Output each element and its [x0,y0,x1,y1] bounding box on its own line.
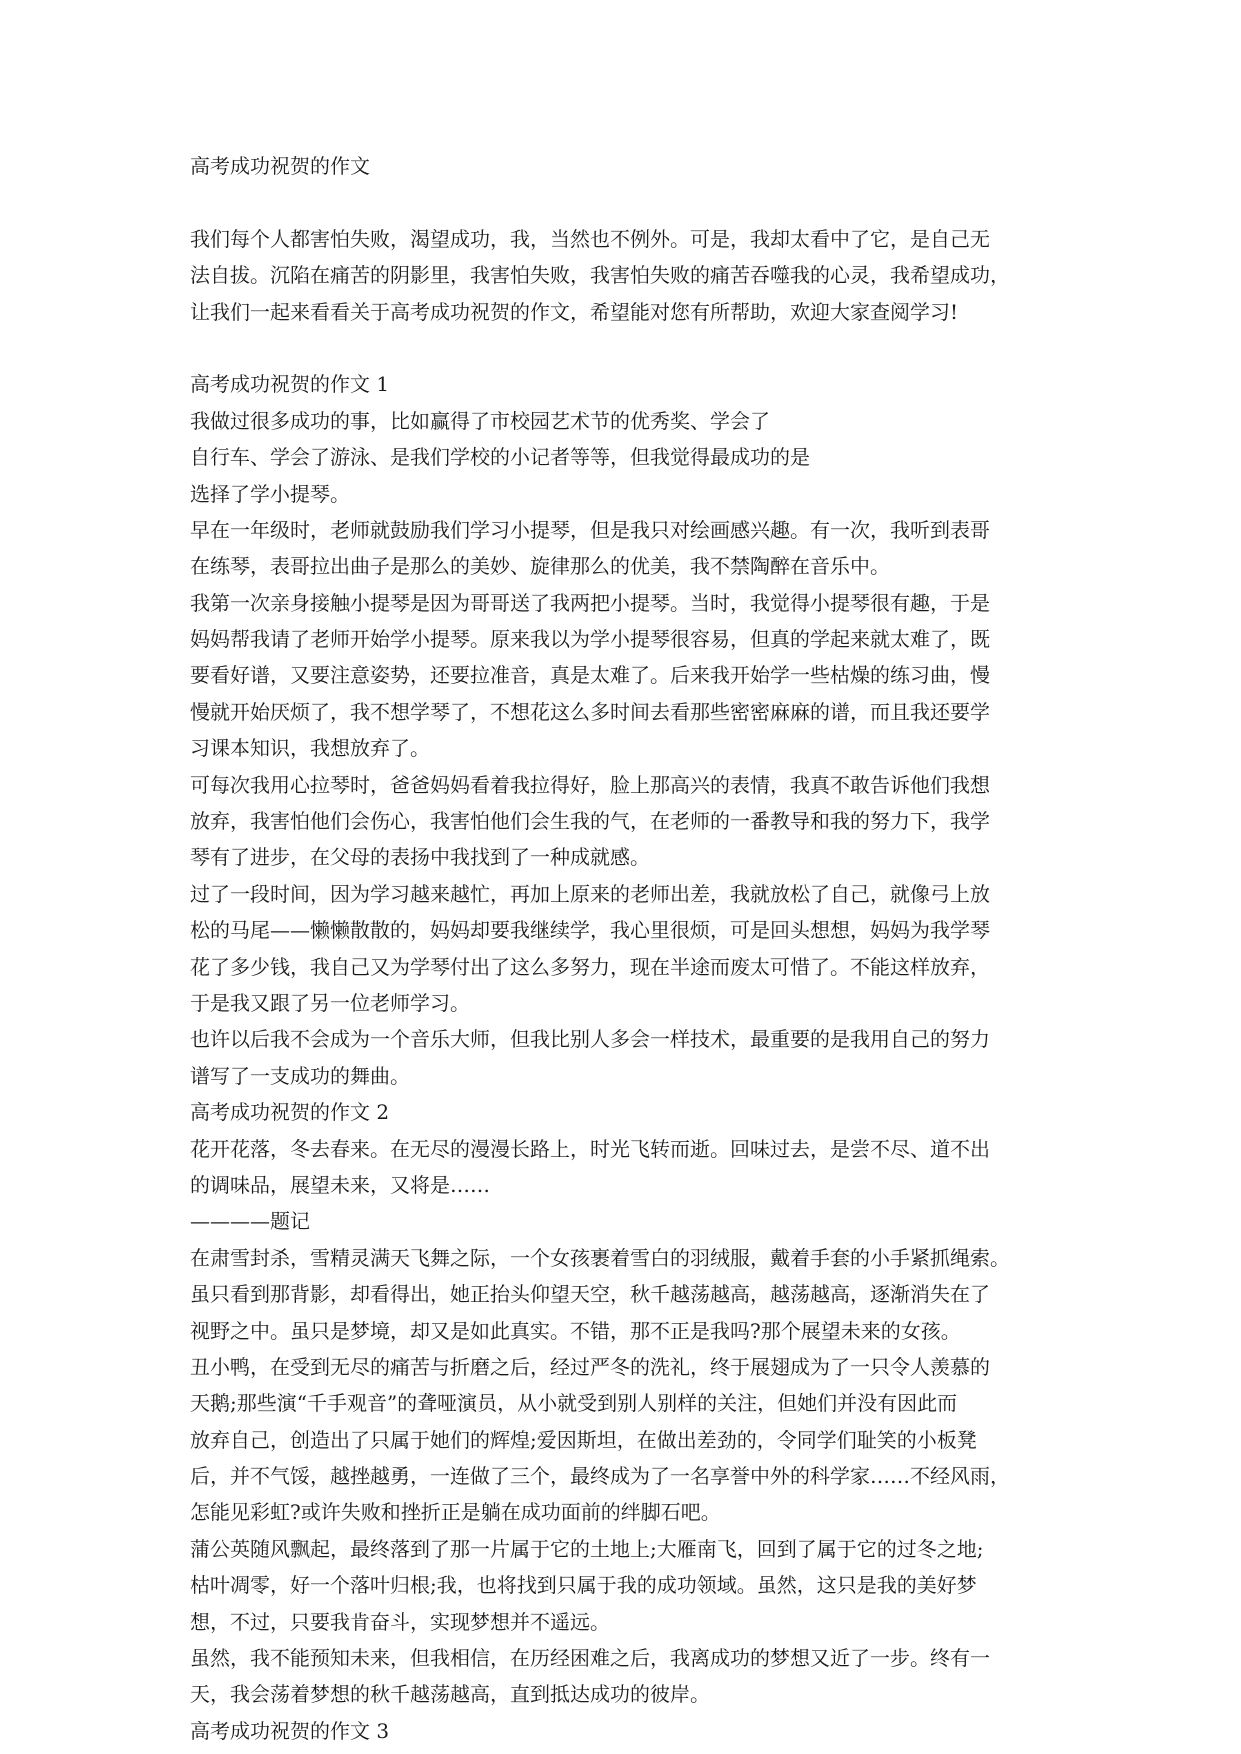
text-line: 视野之中。虽只是梦境，却又是如此真实。不错，那不正是我吗?那个展望未来的女孩。 [190,1318,961,1343]
text-line: 松的马尾——懒懒散散的，妈妈却要我继续学，我心里很烦，可是回头想想，妈妈为我学琴 [190,918,990,943]
text-line: 也许以后我不会成为一个音乐大师，但我比别人多会一样技术，最重要的是我用自己的努力 [190,1027,990,1052]
text-line: 花开花落，冬去春来。在无尽的漫漫长路上，时光飞转而逝。回味过去，是尝不尽、道不出 [190,1136,990,1161]
text-line: 妈妈帮我请了老师开始学小提琴。原来我以为学小提琴很容易，但真的学起来就太难了，既 [190,627,990,652]
text-line: 放弃自己，创造出了只属于她们的辉煌;爱因斯坦，在做出差劲的，令同学们耻笑的小板凳 [190,1427,977,1452]
intro-line: 法自拔。沉陷在痛苦的阴影里，我害怕失败，我害怕失败的痛苦吞噬我的心灵，我希望成功， [190,263,1010,288]
text-line: 后，并不气馁，越挫越勇，一连做了三个，最终成为了一名享誉中外的科学家……不经风雨， [190,1464,1010,1489]
text-line: 谱写了一支成功的舞曲。 [190,1063,410,1088]
text-line: 于是我又跟了另一位老师学习。 [190,990,470,1015]
text-line: 虽然，我不能预知未来，但我相信，在历经困难之后，我离成功的梦想又近了一步。终有一 [190,1646,990,1671]
text-line: 枯叶凋零，好一个落叶归根;我，也将找到只属于我的成功领域。虽然，这只是我的美好梦 [190,1573,977,1598]
text-line: 我第一次亲身接触小提琴是因为哥哥送了我两把小提琴。当时，我觉得小提琴很有趣，于是 [190,590,990,615]
intro-paragraph [190,221,1070,330]
text-line: 怎能见彩虹?或许失败和挫折正是躺在成功面前的绊脚石吧。 [190,1500,721,1525]
text-line: 放弃，我害怕他们会伤心，我害怕他们会生我的气，在老师的一番教导和我的努力下，我学 [190,809,990,834]
text-line: 在练琴，表哥拉出曲子是那么的美妙、旋律那么的优美，我不禁陶醉在音乐中。 [190,554,890,579]
text-line: 的调味品，展望未来，又将是…… [190,1172,490,1197]
text-line: 丑小鸭，在受到无尽的痛苦与折磨之后，经过严冬的洗礼，终于展翅成为了一只令人羡慕的 [190,1354,990,1379]
essay-1 [190,366,1070,1094]
text-line: 想，不过，只要我肯奋斗，实现梦想并不遥远。 [190,1609,610,1634]
text-line: 选择了学小提琴。 [190,481,350,506]
intro-line: 我们每个人都害怕失败，渴望成功，我，当然也不例外。可是，我却太看中了它，是自己无 [190,226,990,251]
essay-heading: 高考成功祝贺的作文 3 [190,1718,390,1743]
text-line: 可每次我用心拉琴时，爸爸妈妈看着我拉得好，脸上那高兴的表情，我真不敢告诉他们我想 [190,772,990,797]
text-line: ————题记 [190,1209,310,1234]
essay-heading: 高考成功祝贺的作文 1 [190,372,390,397]
text-line: 早在一年级时，老师就鼓励我们学习小提琴，但是我只对绘画感兴趣。有一次，我听到表哥 [190,517,990,542]
text-line: 过了一段时间，因为学习越来越忙，再加上原来的老师出差，我就放松了自己，就像弓上放 [190,881,990,906]
text-line: 要看好谱，又要注意姿势，还要拉准音，真是太难了。后来我开始学一些枯燥的练习曲，慢 [190,663,990,688]
document-content [190,148,1070,1749]
text-line: 天鹅;那些演“千手观音”的聋哑演员，从小就受到别人别样的关注，但她们并没有因此而 [190,1391,958,1416]
intro-line: 让我们一起来看看关于高考成功祝贺的作文，希望能对您有所帮助，欢迎大家查阅学习! [190,299,959,324]
text-line: 虽只看到那背影，却看得出，她正抬头仰望天空，秋千越荡越高，越荡越高，逐渐消失在了 [190,1282,990,1307]
text-line: 自行车、学会了游泳、是我们学校的小记者等等，但我觉得最成功的是 [190,445,810,470]
text-line: 天，我会荡着梦想的秋千越荡越高，直到抵达成功的彼岸。 [190,1682,710,1707]
essay-2 [190,1094,1070,1713]
document-title: 高考成功祝贺的作文 [190,154,370,178]
text-line: 琴有了进步，在父母的表扬中我找到了一种成就感。 [190,845,650,870]
text-line: 慢就开始厌烦了，我不想学琴了，不想花这么多时间去看那些密密麻麻的谱，而且我还要学 [190,699,990,724]
essay-3 [190,1713,1070,1749]
text-line: 习课本知识，我想放弃了。 [190,736,430,761]
blank-line [190,184,1070,220]
text-line: 蒲公英随风飘起，最终落到了那一片属于它的土地上;大雁南飞，回到了属于它的过冬之地; [190,1536,984,1561]
text-line: 在肃雪封杀，雪精灵满天飞舞之际，一个女孩裹着雪白的羽绒服，戴着手套的小手紧抓绳索。 [190,1245,1010,1270]
essay-heading: 高考成功祝贺的作文 2 [190,1100,390,1125]
text-line: 花了多少钱，我自己又为学琴付出了这么多努力，现在半途而废太可惜了。不能这样放弃， [190,954,990,979]
blank-line [190,330,1070,366]
text-line: 我做过很多成功的事，比如赢得了市校园艺术节的优秀奖、学会了 [190,408,770,433]
